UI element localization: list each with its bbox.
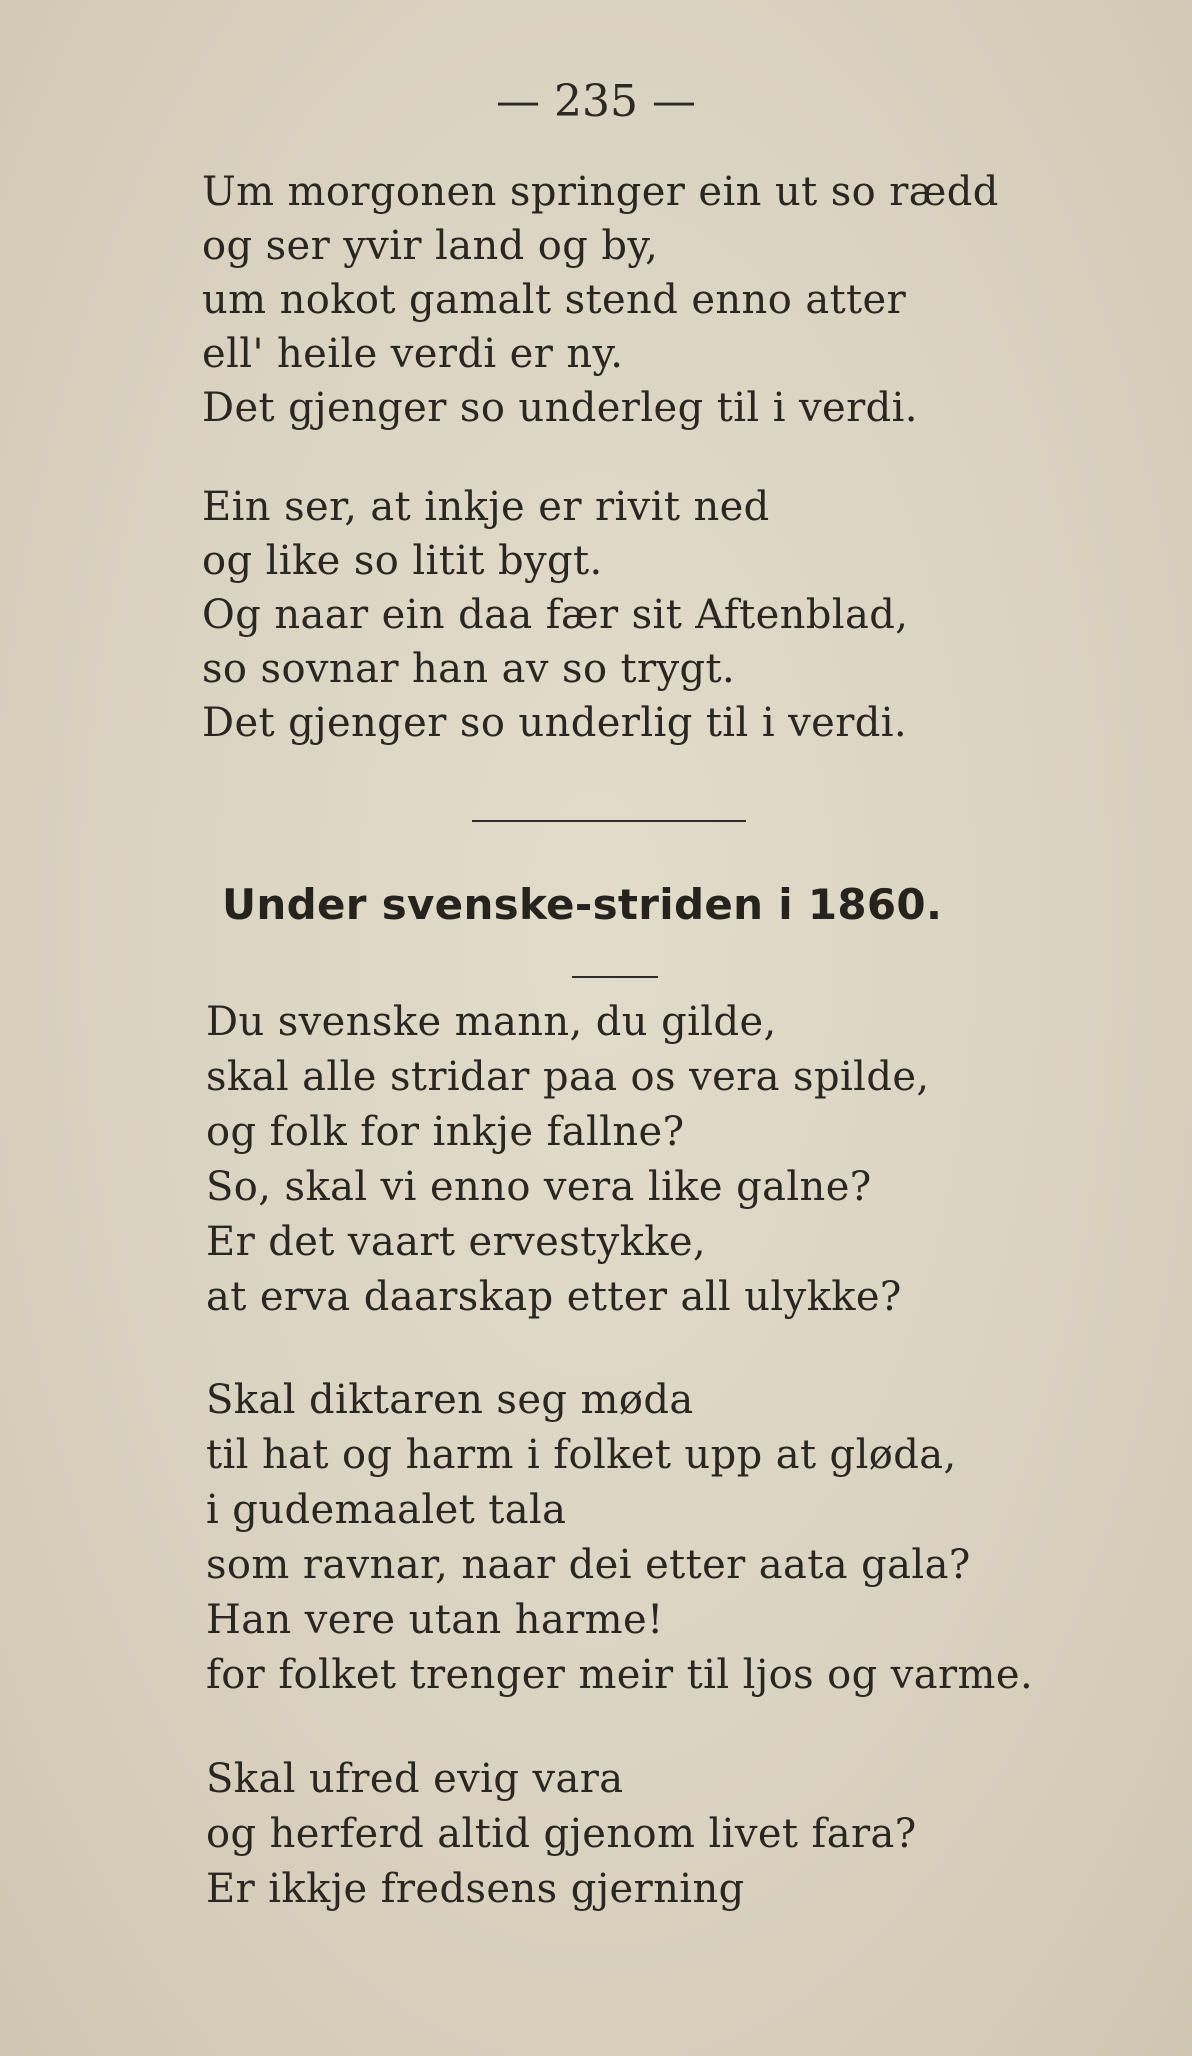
poem-line: so sovnar han av so trygt. (202, 646, 736, 692)
poem-line: Um morgonen springer ein ut so rædd (202, 169, 999, 215)
poem-line: So, skal vi enno vera like galne? (206, 1164, 872, 1210)
poem-line: Er det vaart ervestykke, (206, 1219, 707, 1265)
poem-line: Det gjenger so underleg til i verdi. (202, 385, 918, 431)
poem-line: Det gjenger so underlig til i verdi. (202, 700, 908, 746)
section-title: Under svenske-striden i 1860. (222, 880, 943, 929)
poem-line: ell' heile verdi er ny. (202, 331, 624, 377)
poem-line: i gudemaalet tala (206, 1487, 567, 1533)
section-divider (472, 820, 746, 822)
poem-line: at erva daarskap etter all ulykke? (206, 1274, 902, 1320)
poem-line: og like so litit bygt. (202, 538, 603, 584)
poem-line: og ser yvir land og by, (202, 223, 659, 269)
poem-line: skal alle stridar paa os vera spilde, (206, 1054, 930, 1100)
poem-line: og folk for inkje fallne? (206, 1109, 685, 1155)
poem-line: Han vere utan harme! (206, 1597, 664, 1643)
poem-line: Og naar ein daa fær sit Aftenblad, (202, 592, 909, 638)
poem-line: Skal ufred evig vara (206, 1756, 624, 1802)
poem-line: um nokot gamalt stend enno atter (202, 277, 907, 323)
poem-line: til hat og harm i folket upp at gløda, (206, 1432, 957, 1478)
page-number: — 235 — (496, 76, 696, 127)
poem-line: Ein ser, at inkje er rivit ned (202, 484, 770, 530)
poem-line: som ravnar, naar dei etter aata gala? (206, 1542, 971, 1588)
title-underline (572, 976, 658, 978)
poem-line: for folket trenger meir til ljos og varme. (206, 1652, 1034, 1698)
poem-line: og herferd altid gjenom livet fara? (206, 1811, 917, 1857)
poem-line: Skal diktaren seg møda (206, 1377, 694, 1423)
poem-line: Er ikkje fredsens gjerning (206, 1866, 745, 1912)
poem-line: Du svenske mann, du gilde, (206, 999, 777, 1045)
